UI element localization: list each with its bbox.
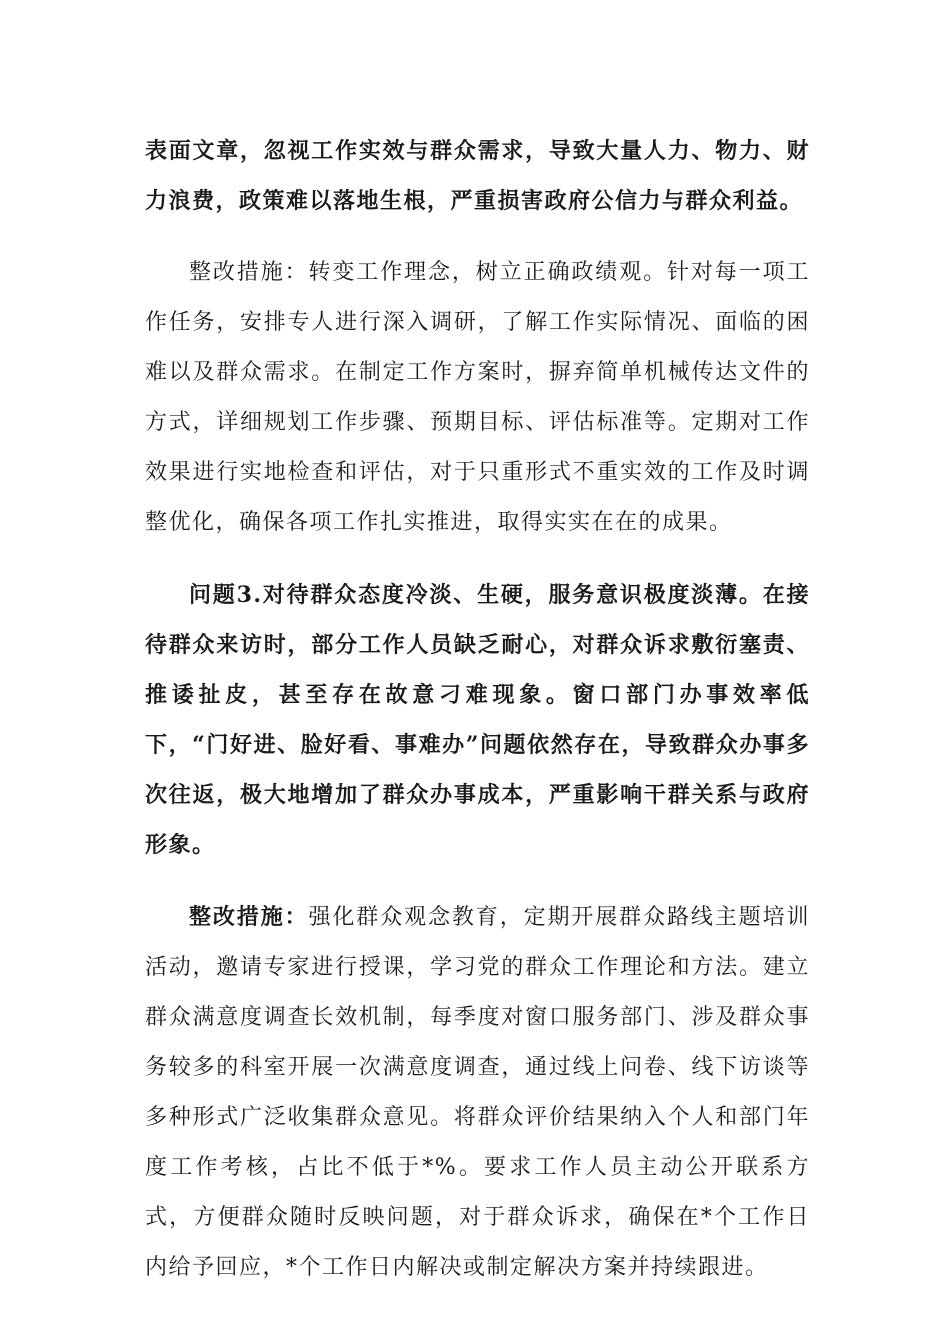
paragraph-rectification-measures-3 — [145, 892, 810, 1293]
paragraph-problem-3: 问题3.对待群众态度冷淡、生硬，服务意识极度淡薄。在接待群众来访时，部分工作人员缺乏耐心，对群众诉求敷衍塞责、推诿扯皮，甚至存在故意刁难现象。窗口部门办事效率低下，“门好进、脸好看、事难办”问题依然存在，导致群众办事多次往返，极大地增加了群众办事成本，严重影响干群关系与政府形象。 — [145, 582, 810, 858]
paragraph-problem-continuation: 表面文章，忽视工作实效与群众需求，导致大量人力、物力、财力浪费，政策难以落地生根，严重损害政府公信力与群众利益。 — [145, 138, 810, 214]
rectification-label: 整改措施： — [189, 904, 309, 930]
rectification-body: 强化群众观念教育，定期开展群众路线主题培训活动，邀请专家进行授课，学习党的群众工作理论和方法。建立群众满意度调查长效机制，每季度对窗口服务部门、涉及群众事务较多的科室开展一次满意度调查，通过线上问卷、线下访谈等多种形式广泛收集群众意见。将群众评价结果纳入个人和部门年度工作考核，占比不低于*%。要求工作人员主动公开联系方式，方便群众随时反映问题，对于群众诉求，确保在*个工作日内给予回应，*个工作日内解决或制定解决方案并持续跟进。 — [145, 905, 810, 1280]
paragraph-rectification-measures-2: 整改措施：转变工作理念，树立正确政绩观。针对每一项工作任务，安排专人进行深入调研，了解工作实际情况、面临的困难以及群众需求。在制定工作方案时，摒弃简单机械传达文件的方式，详细规划工作步骤、预期目标、评估标准等。定期对工作效果进行实地检查和评估，对于只重形式不重实效的工作及时调整优化，确保各项工作扎实推进，取得实实在在的成果。 — [145, 260, 810, 535]
document-page — [145, 126, 810, 1293]
